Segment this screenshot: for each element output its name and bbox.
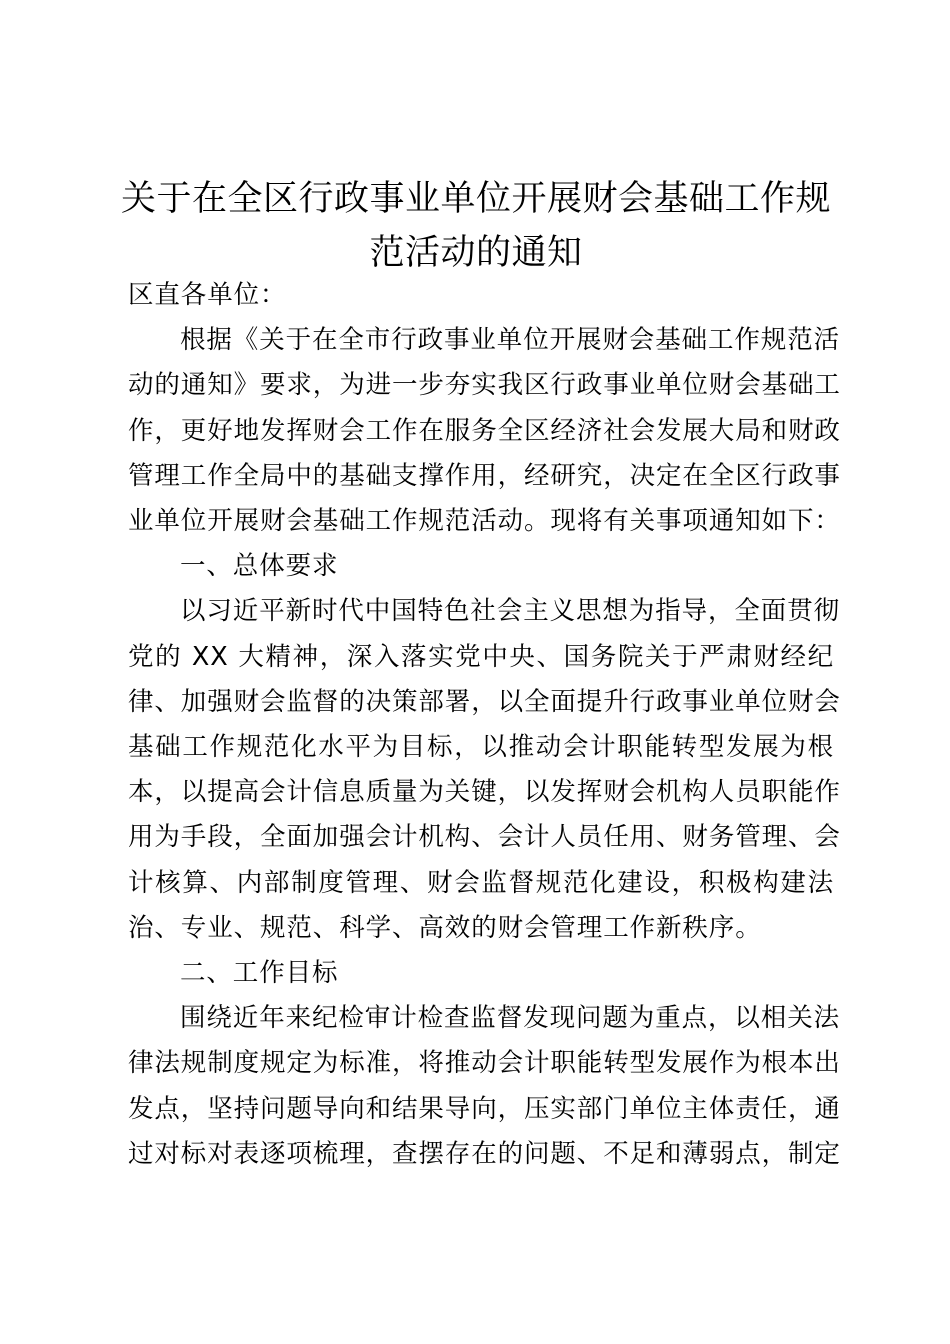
paragraph-line: 管理工作全局中的基础支撑作用，经研究，决定在全区行政事	[128, 460, 841, 491]
paragraph-line: 计核算、内部制度管理、财会监督规范化建设，积极构建法	[128, 867, 834, 898]
paragraph-line: 律、加强财会监督的决策部署，以全面提升行政事业单位财会	[128, 686, 841, 717]
paragraph-line: 作，更好地发挥财会工作在服务全区经济社会发展大局和财政	[128, 415, 841, 446]
section2-paragraph	[128, 996, 841, 1177]
section1-paragraph	[128, 589, 841, 951]
paragraph-line: 以习近平新时代中国特色社会主义思想为指导，全面贯彻	[180, 596, 841, 627]
paragraph-line: 律法规制度规定为标准，将推动会计职能转型发展作为根本出	[128, 1048, 841, 1079]
paragraph-line: 治、专业、规范、科学、高效的财会管理工作新秩序。	[128, 912, 762, 943]
paragraph-line: 过对标对表逐项梳理，查摆存在的问题、不足和薄弱点，制定	[128, 1138, 841, 1169]
paragraph-line: 围绕近年来纪检审计检查监督发现问题为重点，以相关法	[180, 1003, 841, 1034]
paragraph-line: 业单位开展财会基础工作规范活动。现将有关事项通知如下：	[128, 506, 841, 537]
salutation: 区直各单位：	[128, 280, 287, 310]
paragraph-line: 发点，坚持问题导向和结果导向，压实部门单位主体责任，通	[128, 1093, 841, 1124]
paragraph-line: 党的 XX 大精神，深入落实党中央、国务院关于严肃财经纪	[128, 641, 834, 672]
paragraph-line: 基础工作规范化水平为目标，以推动会计职能转型发展为根	[128, 732, 834, 763]
section-heading-2: 二、工作目标	[180, 958, 339, 989]
title-line-2: 范活动的通知	[369, 233, 583, 273]
paragraph-line: 根据《关于在全市行政事业单位开展财会基础工作规范活	[180, 325, 841, 356]
paragraph-line: 本，以提高会计信息质量为关键，以发挥财会机构人员职能作	[128, 777, 841, 808]
document-title	[118, 172, 834, 280]
paragraph-line: 用为手段，全面加强会计机构、会计人员任用、财务管理、会	[128, 822, 841, 853]
document-body	[128, 273, 841, 1177]
intro-paragraph	[128, 318, 841, 544]
title-line-1: 关于在全区行政事业单位开展财会基础工作规	[120, 179, 831, 219]
section-heading-1: 一、总体要求	[180, 551, 339, 582]
paragraph-line: 动的通知》要求，为进一步夯实我区行政事业单位财会基础工	[128, 370, 841, 401]
